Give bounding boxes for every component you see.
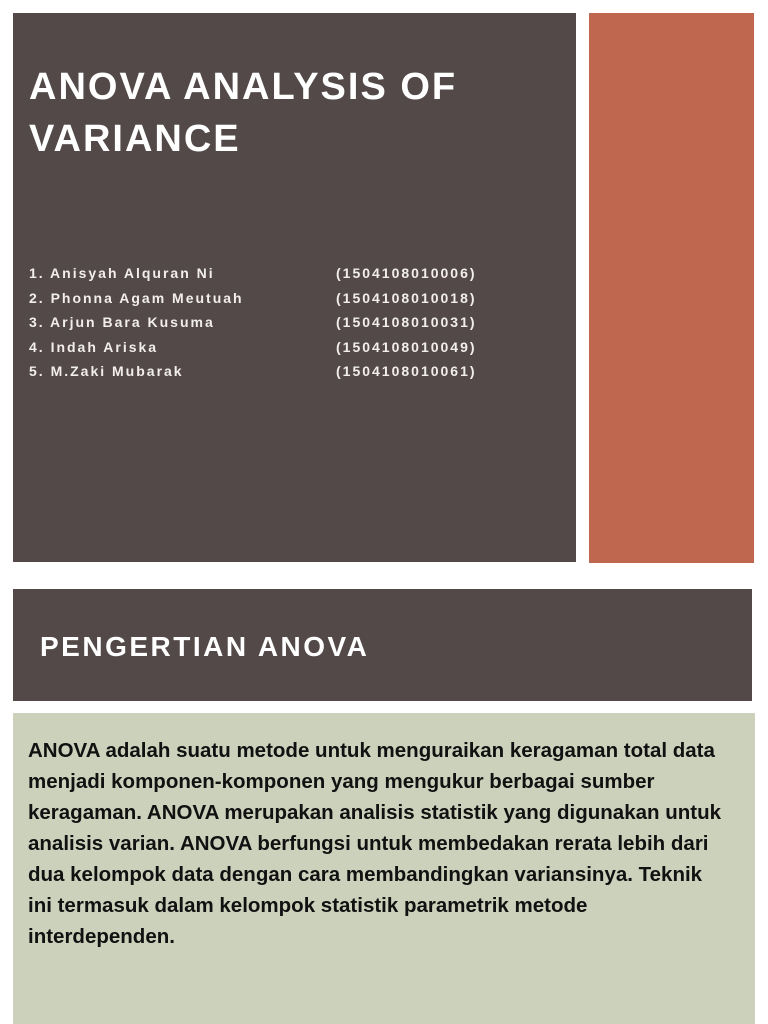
member-row [29, 310, 549, 335]
presentation-title: ANOVA ANALYSIS OF VARIANCE [29, 66, 458, 160]
member-name: 5. M.Zaki Mubarak [29, 363, 184, 379]
member-id: (1504108010018) [336, 289, 477, 306]
definition-paragraph: ANOVA adalah suatu metode untuk menguraikan keragaman total data menjadi komponen-komponen yang mengukur berbagai sumber keragaman. ANOVA merupakan analisis statistik yang digunakan untuk analisis varian. ANOVA berfungsi untuk membedakan rerata lebih dari dua kelompok data dengan cara membandingkan variansinya. Teknik ini termasuk dalam kelompok statistik parametrik metode interdependen. [28, 739, 722, 948]
member-row [29, 335, 549, 360]
member-name: 4. Indah Ariska [29, 338, 159, 355]
member-row [29, 359, 549, 384]
section-title: PENGERTIAN ANOVA [40, 631, 370, 662]
title-slide-panel [13, 13, 576, 562]
accent-panel [589, 13, 754, 563]
member-id: (1504108010006) [336, 265, 477, 281]
member-name: 1. Anisyah Alquran Ni [29, 265, 215, 281]
member-id: (1504108010049) [336, 338, 477, 355]
member-id: (1504108010031) [336, 314, 477, 330]
member-row [29, 261, 549, 286]
member-name: 2. Phonna Agam Meutuah [29, 289, 244, 306]
member-row [29, 286, 549, 311]
section-body [13, 713, 755, 1024]
section-header [13, 589, 752, 701]
member-name: 3. Arjun Bara Kusuma [29, 314, 215, 330]
member-list [29, 261, 549, 384]
member-id: (1504108010061) [336, 363, 477, 379]
